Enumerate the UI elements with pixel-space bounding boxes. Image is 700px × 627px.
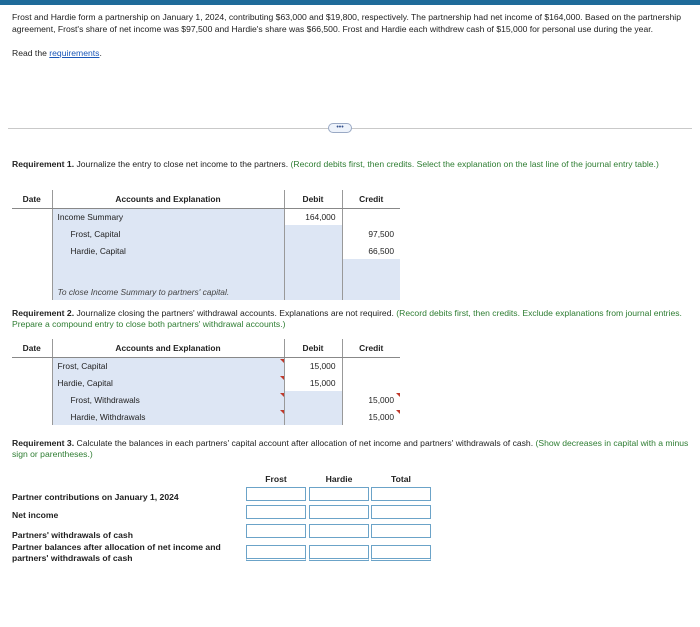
req1-heading bbox=[12, 159, 688, 170]
error-marker-icon bbox=[396, 393, 400, 397]
row-label-ending-balances: Partner balances after allocation of net income and partners' withdrawals of cash bbox=[12, 542, 221, 563]
req2-hint: (Record debits first, then credits. Exclude explanations from journal entries. Prepare a compound entry to close both partners' withdrawal accounts.) bbox=[12, 308, 682, 329]
req2-journal-table bbox=[12, 339, 400, 425]
error-marker-icon bbox=[280, 376, 284, 380]
account-cell: Hardie, Capital bbox=[52, 242, 284, 259]
credit-cell[interactable]: 15,000 bbox=[342, 408, 400, 425]
req3-title: Requirement 3. bbox=[12, 438, 75, 448]
debit-cell[interactable] bbox=[284, 408, 342, 425]
req2-header-credit: Credit bbox=[342, 339, 400, 357]
date-cell bbox=[12, 357, 52, 374]
req2-title: Requirement 2. bbox=[12, 308, 75, 318]
req1-header-debit: Debit bbox=[284, 190, 342, 208]
req2-header-date: Date bbox=[12, 339, 52, 357]
account-cell: Frost, Capital bbox=[52, 225, 284, 242]
req3-hint: (Show decreases in capital with a minus sign or parentheses.) bbox=[12, 438, 689, 459]
total-contributions-input[interactable] bbox=[371, 487, 431, 501]
date-cell bbox=[12, 242, 52, 259]
error-marker-icon bbox=[280, 393, 284, 397]
credit-cell: 97,500 bbox=[342, 225, 400, 242]
expand-more-button[interactable]: ••• bbox=[328, 123, 352, 133]
account-cell: Income Summary bbox=[52, 208, 284, 225]
col-header-hardie: Hardie bbox=[325, 474, 353, 484]
frost-withdrawals-input[interactable] bbox=[246, 524, 306, 538]
debit-cell: 164,000 bbox=[284, 208, 342, 225]
debit-cell[interactable]: 15,000 bbox=[284, 357, 342, 374]
account-cell[interactable]: Hardie, Capital bbox=[52, 374, 284, 391]
col-header-total: Total bbox=[391, 474, 411, 484]
credit-cell[interactable] bbox=[342, 357, 400, 374]
total-net-income-input[interactable] bbox=[371, 505, 431, 519]
requirements-link[interactable]: requirements bbox=[49, 48, 100, 58]
req2-header-debit: Debit bbox=[284, 339, 342, 357]
date-cell bbox=[12, 225, 52, 242]
hardie-ending-balance-input[interactable] bbox=[309, 545, 369, 561]
req1-header-date: Date bbox=[12, 190, 52, 208]
req3-text: Calculate the balances in each partners' capital account after allocation of net income and partners' withdrawals of cash. bbox=[74, 438, 536, 448]
table-row bbox=[12, 391, 400, 408]
req1-title: Requirement 1. bbox=[12, 159, 75, 169]
table-row bbox=[12, 408, 400, 425]
total-withdrawals-input[interactable] bbox=[371, 524, 431, 538]
debit-cell[interactable] bbox=[284, 391, 342, 408]
credit-cell: 66,500 bbox=[342, 242, 400, 259]
read-requirements-line bbox=[12, 47, 692, 59]
table-row bbox=[12, 374, 400, 391]
total-ending-balance-input[interactable] bbox=[371, 545, 431, 561]
explanation-cell: To close Income Summary to partners' capital. bbox=[52, 283, 284, 300]
debit-cell[interactable]: 15,000 bbox=[284, 374, 342, 391]
hardie-withdrawals-input[interactable] bbox=[309, 524, 369, 538]
req1-hint: (Record debits first, then credits. Select the explanation on the last line of the journal entry table.) bbox=[290, 159, 659, 169]
req2-text: Journalize closing the partners' withdrawal accounts. Explanations are not required. bbox=[74, 308, 397, 318]
credit-cell[interactable] bbox=[342, 374, 400, 391]
account-cell[interactable]: Frost, Capital bbox=[52, 357, 284, 374]
hardie-net-income-input[interactable] bbox=[309, 505, 369, 519]
hardie-contributions-input[interactable] bbox=[309, 487, 369, 501]
problem-intro bbox=[12, 11, 692, 59]
credit-cell bbox=[342, 208, 400, 225]
error-marker-icon bbox=[280, 359, 284, 363]
req1-text: Journalize the entry to close net income to the partners. bbox=[74, 159, 291, 169]
date-cell bbox=[12, 408, 52, 425]
debit-cell bbox=[284, 225, 342, 242]
row-label-withdrawals: Partners' withdrawals of cash bbox=[12, 530, 133, 540]
explanation-row bbox=[12, 283, 400, 300]
frost-contributions-input[interactable] bbox=[246, 487, 306, 501]
table-row bbox=[12, 242, 400, 259]
debit-cell bbox=[284, 242, 342, 259]
req2-heading bbox=[12, 308, 688, 330]
account-cell[interactable]: Frost, Withdrawals bbox=[52, 391, 284, 408]
table-row-blank bbox=[12, 259, 400, 283]
frost-net-income-input[interactable] bbox=[246, 505, 306, 519]
error-marker-icon bbox=[396, 410, 400, 414]
req1-header-credit: Credit bbox=[342, 190, 400, 208]
frost-ending-balance-input[interactable] bbox=[246, 545, 306, 561]
table-row bbox=[12, 357, 400, 374]
req3-heading bbox=[12, 438, 692, 460]
intro-text: Frost and Hardie form a partnership on January 1, 2024, contributing $63,000 and $19,800, respectively. The partnership had net income of $164,000. Based on the partnership agreement, Frost's share of net income was $97,500 and Hardie's share was $66,500. Frost and Hardie each withdrew cash of $15,000 for personal use during the year. bbox=[12, 12, 681, 34]
date-cell bbox=[12, 391, 52, 408]
req1-journal-table bbox=[12, 190, 400, 300]
error-marker-icon bbox=[280, 410, 284, 414]
date-cell bbox=[12, 374, 52, 391]
date-cell bbox=[12, 208, 52, 225]
col-header-frost: Frost bbox=[265, 474, 287, 484]
read-suffix: . bbox=[99, 48, 102, 58]
table-row bbox=[12, 208, 400, 225]
read-prefix: Read the bbox=[12, 48, 50, 58]
table-row bbox=[12, 225, 400, 242]
req1-header-accounts: Accounts and Explanation bbox=[52, 190, 284, 208]
account-cell[interactable]: Hardie, Withdrawals bbox=[52, 408, 284, 425]
row-label-net-income: Net income bbox=[12, 510, 59, 520]
top-accent-bar bbox=[0, 0, 700, 5]
row-label-contributions: Partner contributions on January 1, 2024 bbox=[12, 492, 179, 502]
req2-header-accounts: Accounts and Explanation bbox=[52, 339, 284, 357]
credit-cell[interactable]: 15,000 bbox=[342, 391, 400, 408]
